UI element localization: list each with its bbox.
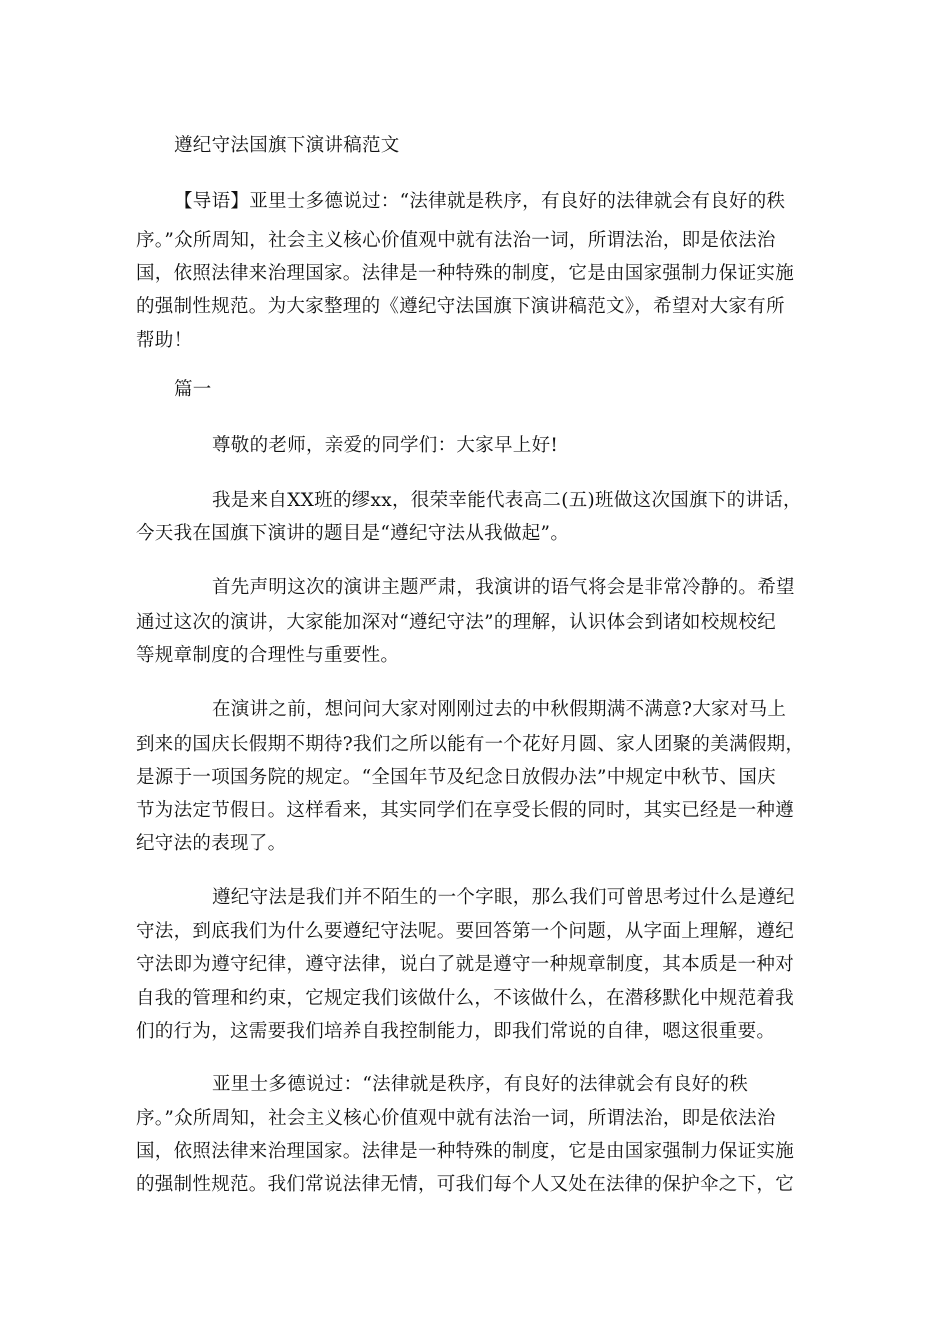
paragraph-line: 通过这次的演讲，大家能加深对“遵纪守法”的理解，认识体会到诸如校规校纪 (136, 612, 776, 633)
paragraph-line: 遵纪守法是我们并不陌生的一个字眼，那么我们可曾思考过什么是遵纪 (212, 887, 795, 908)
paragraph-line: 纪守法的表现了。 (136, 833, 287, 854)
paragraph-line: 守法即为遵守纪律，遵守法律，说白了就是遵守一种规章制度，其本质是一种对 (136, 954, 795, 975)
paragraph-line: 自我的管理和约束，它规定我们该做什么，不该做什么，在潜移默化中规范着我 (136, 988, 795, 1009)
document-title: 遵纪守法国旗下演讲稿范文 (174, 135, 400, 156)
intro-line: 国，依照法律来治理国家。法律是一种特殊的制度，它是由国家强制力保证实施 (136, 263, 795, 284)
paragraph-line: 在演讲之前，想问问大家对刚刚过去的中秋假期满不满意?大家对马上 (212, 699, 787, 720)
paragraph-line: 亚里士多德说过：“法律就是秩序，有良好的法律就会有良好的秩 (212, 1074, 749, 1095)
paragraph-line: 节为法定节假日。这样看来，其实同学们在享受长假的同时，其实已经是一种遵 (136, 800, 795, 821)
paragraph-line: 是源于一项国务院的规定。“全国年节及纪念日放假办法”中规定中秋节、国庆 (136, 767, 776, 788)
paragraph-line: 的强制性规范。我们常说法律无情，可我们每个人又处在法律的保护伞之下，它 (136, 1174, 795, 1195)
greeting-line: 尊敬的老师，亲爱的同学们：大家早上好! (212, 435, 559, 456)
paragraph-line: 到来的国庆长假期不期待?我们之所以能有一个花好月圆、家人团聚的美满假期， (136, 734, 805, 755)
section-label: 篇一 (174, 379, 212, 400)
paragraph-line: 们的行为，这需要我们培养自我控制能力，即我们常说的自律，嗯这很重要。 (136, 1021, 776, 1042)
paragraph-line: 守法，到底我们为什么要遵纪守法呢。要回答第一个问题，从字面上理解，遵纪 (136, 921, 795, 942)
paragraph-line: 国，依照法律来治理国家。法律是一种特殊的制度，它是由国家强制力保证实施 (136, 1141, 795, 1162)
intro-line: 的强制性规范。为大家整理的《遵纪守法国旗下演讲稿范文》，希望对大家有所 (136, 296, 785, 317)
paragraph-line: 等规章制度的合理性与重要性。 (136, 645, 400, 666)
paragraph-line: 今天我在国旗下演讲的题目是“遵纪守法从我做起”。 (136, 523, 570, 544)
intro-line: 帮助！ (136, 330, 193, 351)
intro-line: 【导语】亚里士多德说过：“法律就是秩序，有良好的法律就会有良好的秩 (174, 191, 786, 212)
paragraph-line: 序。”众所周知，社会主义核心价值观中就有法治一词，所谓法治，即是依法治 (136, 1108, 776, 1129)
paragraph-line: 首先声明这次的演讲主题严肃，我演讲的语气将会是非常冷静的。希望 (212, 577, 795, 598)
intro-line: 序。”众所周知，社会主义核心价值观中就有法治一词，所谓法治，即是依法治 (136, 230, 776, 251)
paragraph-line: 我是来自XX班的缪xx，很荣幸能代表高二(五)班做这次国旗下的讲话， (212, 490, 802, 511)
